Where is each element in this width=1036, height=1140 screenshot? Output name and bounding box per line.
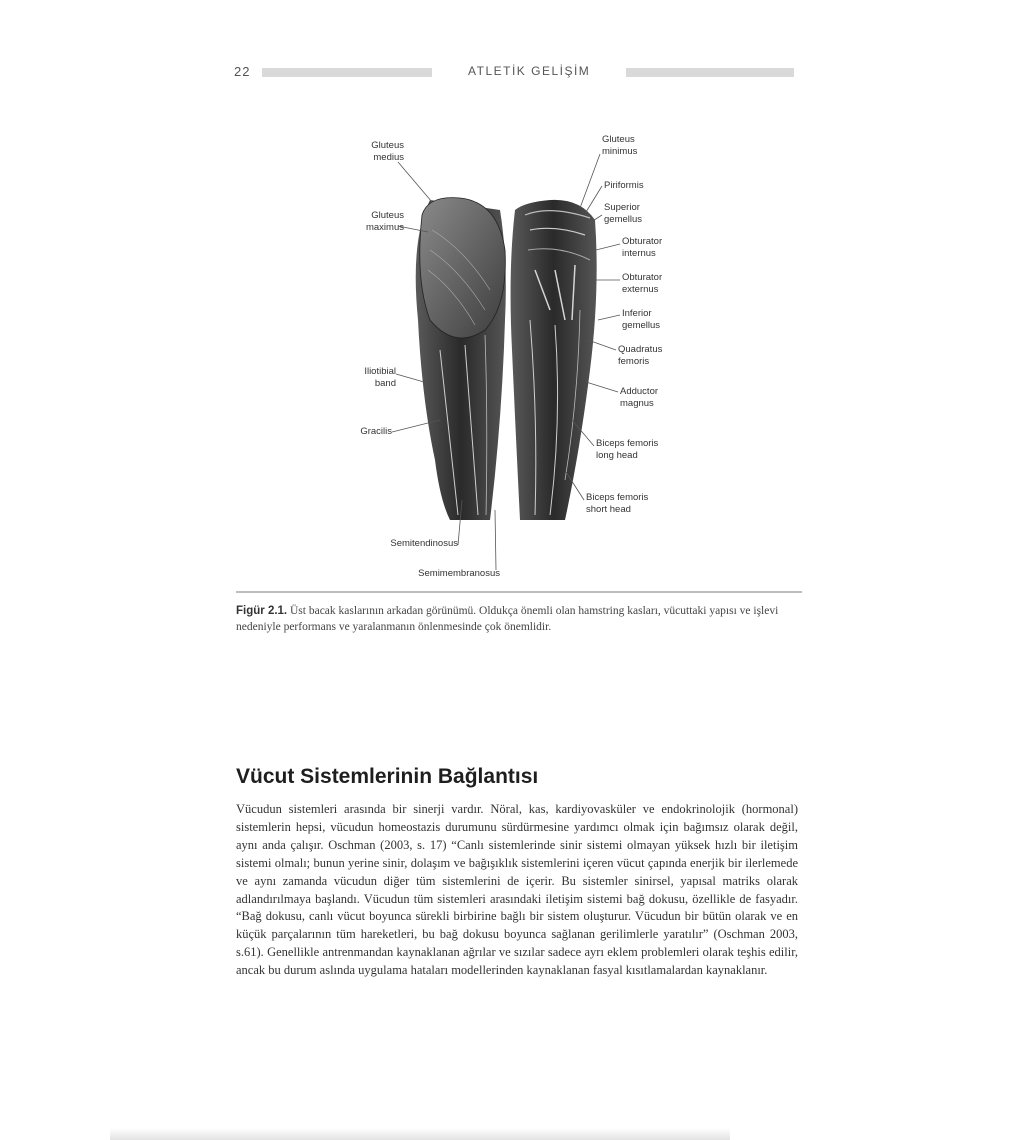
anatomy-figure <box>340 120 720 590</box>
header-rule-left <box>262 68 432 77</box>
label-semimembranosus: Semimembranosus <box>418 568 500 579</box>
section-heading: Vücut Sistemlerinin Bağlantısı <box>236 765 539 788</box>
label-gracilis: Gracilis <box>360 426 392 437</box>
label-biceps-femoris-short-head: Biceps femoris short head <box>586 492 649 515</box>
right-thigh <box>511 200 597 520</box>
label-piriformis: Piriformis <box>604 180 644 191</box>
label-semitendinosus: Semitendinosus <box>390 538 458 549</box>
label-gluteus-maximus: Gluteus maximus <box>365 210 404 233</box>
header-rule-right <box>626 68 794 77</box>
figure-caption <box>236 603 798 635</box>
figure-rule <box>236 591 802 593</box>
label-gluteus-medius: Gluteus medius <box>371 140 404 163</box>
caption-label: Figür 2.1. <box>236 605 288 617</box>
running-title: ATLETİK GELİŞİM <box>468 64 591 78</box>
gluteus-maximus-shape <box>420 198 506 338</box>
label-adductor-magnus: Adductor magnus <box>620 386 659 409</box>
label-biceps-femoris-long-head: Biceps femoris long head <box>596 438 659 461</box>
label-gluteus-minimus: Gluteus minimus <box>602 134 638 157</box>
page-number: 22 <box>234 64 251 79</box>
label-superior-gemellus: Superior gemellus <box>604 202 643 225</box>
label-obturator-internus: Obturator internus <box>622 236 663 259</box>
page-edge-shadow <box>110 1128 730 1140</box>
caption-text: Üst bacak kaslarının arkadan görünümü. Oldukça önemli olan hamstring kasları, vücuttaki yapısı ve işlevi nedeniyle performans ve yaralanmanın önlenmesinde çok önemlidir. <box>236 605 779 633</box>
label-iliotibial-band: Iliotibial band <box>364 366 396 389</box>
section-body: Vücudun sistemleri arasında bir sinerji vardır. Nöral, kas, kardiyovasküler ve endokrinolojik (hormonal) sistemlerin hepsi, vücudun homeostazis durumunu sürdürmesine yardımcı olmak için bağımsız olarak değil, aynı anda çalışır. Oschman (2003, s. 17) “Canlı sistemlerinde sinir sistemi olmayan yüksek hızlı bir iletişim sistemi olmalı; bunun yerine sinir, dolaşım ve bağışıklık sistemlerini içeren vücut çapında enerjik bir ilerlemede ve aynı zamanda vücudun diğer tüm sistemlerini de içerir. Bu sistemler sinirsel, yapısal matriks olarak adlandırılmaya başlandı. Vücudun tüm sistemleri arasındaki iletişim sistemi bağ dokusu, özellikle de fasyadır. “Bağ dokusu, canlı vücut boyunca sürekli birbirine bağlı bir sistem oluşturur. Vücudun bir bütün olarak ve en küçük parçalarının tüm hareketleri, bu bağ dokusu boyunca sağlanan gerilimlerle yaratılır” (Oschman 2003, s.61). Genellikle antrenmandan kaynaklanan ağrılar ve sızılar sadece ayrı eklem problemleri olarak teşhis edilir, ancak bu durum aslında uygulama hataları modellerinden kaynaklanan fasyal kısıtlamalardan kaynaklanır. <box>236 802 798 978</box>
label-obturator-externus: Obturator externus <box>622 272 663 295</box>
label-inferior-gemellus: Inferior gemellus <box>622 308 661 331</box>
label-quadratus-femoris: Quadratus femoris <box>618 344 663 367</box>
